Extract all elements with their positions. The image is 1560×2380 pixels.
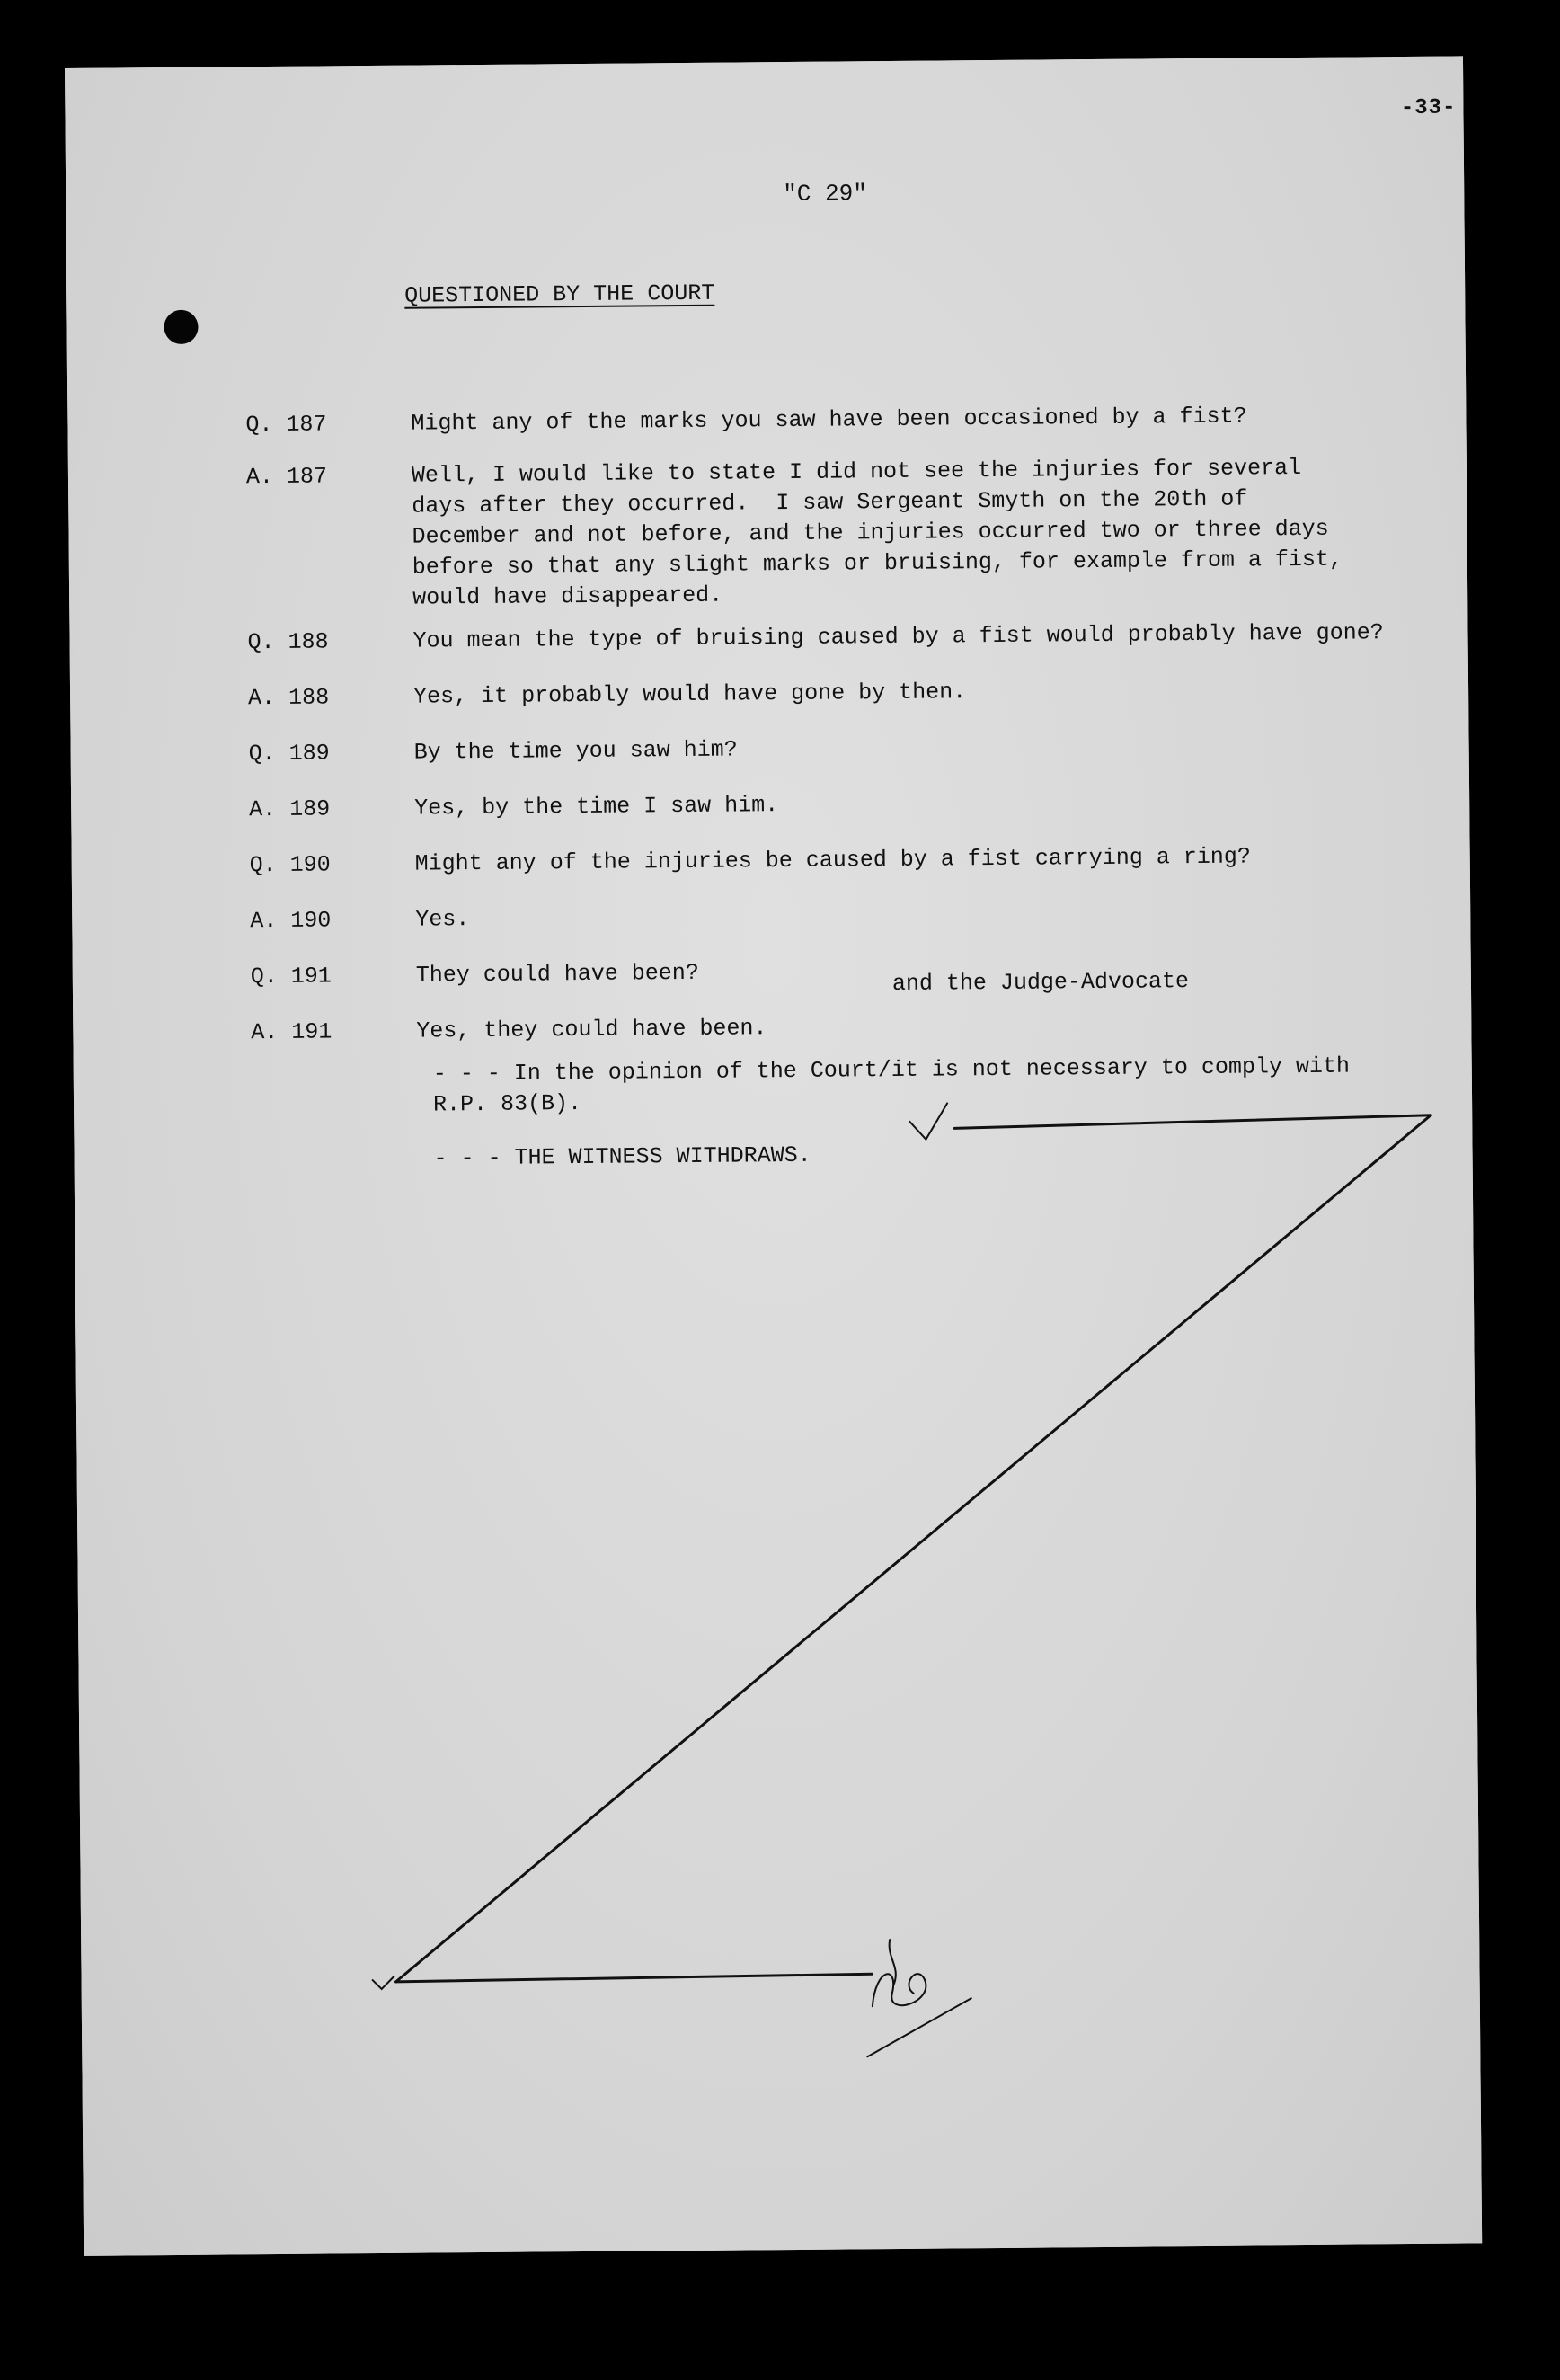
qa-label: Q. 187 <box>245 411 327 439</box>
initials-signature <box>872 1940 926 2007</box>
qa-label: Q. 190 <box>249 851 331 879</box>
qa-label: A. 188 <box>247 684 330 712</box>
opinion-line: R.P. 83(B). <box>432 1090 582 1118</box>
opinion-line: - - - In the opinion of the Court/it is not necessary to comply with <box>432 1052 1351 1088</box>
exhibit-reference: "C 29" <box>783 180 868 209</box>
qa-label: A. 187 <box>245 463 328 491</box>
qa-label: A. 190 <box>250 907 332 935</box>
qa-text: Yes, by the time I saw him. <box>414 792 779 821</box>
qa-text: By the time you saw him? <box>413 736 738 766</box>
page-number: -33- <box>1400 95 1457 121</box>
qa-text: Might any of the injuries be caused by a fist carrying a ring? <box>414 843 1251 877</box>
qa-text: Well, I would like to state I did not see the injuries for several days after they occurred. I saw Sergeant Smyth on the 20th of December and not before, and the injuries occurred two or three days before so that any slight marks or bruising, for example from a fist, would have disappeared. <box>411 455 1343 611</box>
qa-label: Q. 189 <box>248 740 330 768</box>
qa-text: Yes. <box>415 906 470 933</box>
signature-stroke <box>867 1998 972 2056</box>
qa-label: A. 191 <box>251 1018 332 1046</box>
qa-label: Q. 188 <box>247 628 329 656</box>
z-bottom-line <box>396 1974 873 1982</box>
qa-text: Might any of the marks you saw have been occasioned by a fist? <box>411 403 1247 437</box>
document-page <box>65 56 1482 2255</box>
z-diagonal <box>388 1115 1438 1982</box>
tick-mark <box>373 1976 394 1989</box>
qa-label: Q. 191 <box>250 963 332 990</box>
qa-label: A. 189 <box>249 795 331 823</box>
cancellation-marks <box>65 56 1482 2255</box>
qa-text: Yes, it probably would have gone by then. <box>412 679 967 710</box>
tick-mark <box>909 1103 947 1139</box>
qa-text: You mean the type of bruising caused by a fist would probably have gone? <box>412 619 1384 654</box>
handwritten-insertion: and the Judge-Advocate <box>891 968 1190 998</box>
section-heading: QUESTIONED BY THE COURT <box>404 280 715 309</box>
qa-text: Yes, they could have been. <box>416 1015 767 1044</box>
z-top-line <box>954 1115 1431 1129</box>
witness-withdraws: - - - THE WITNESS WITHDRAWS. <box>433 1141 811 1172</box>
qa-text: They could have been? <box>415 959 699 989</box>
